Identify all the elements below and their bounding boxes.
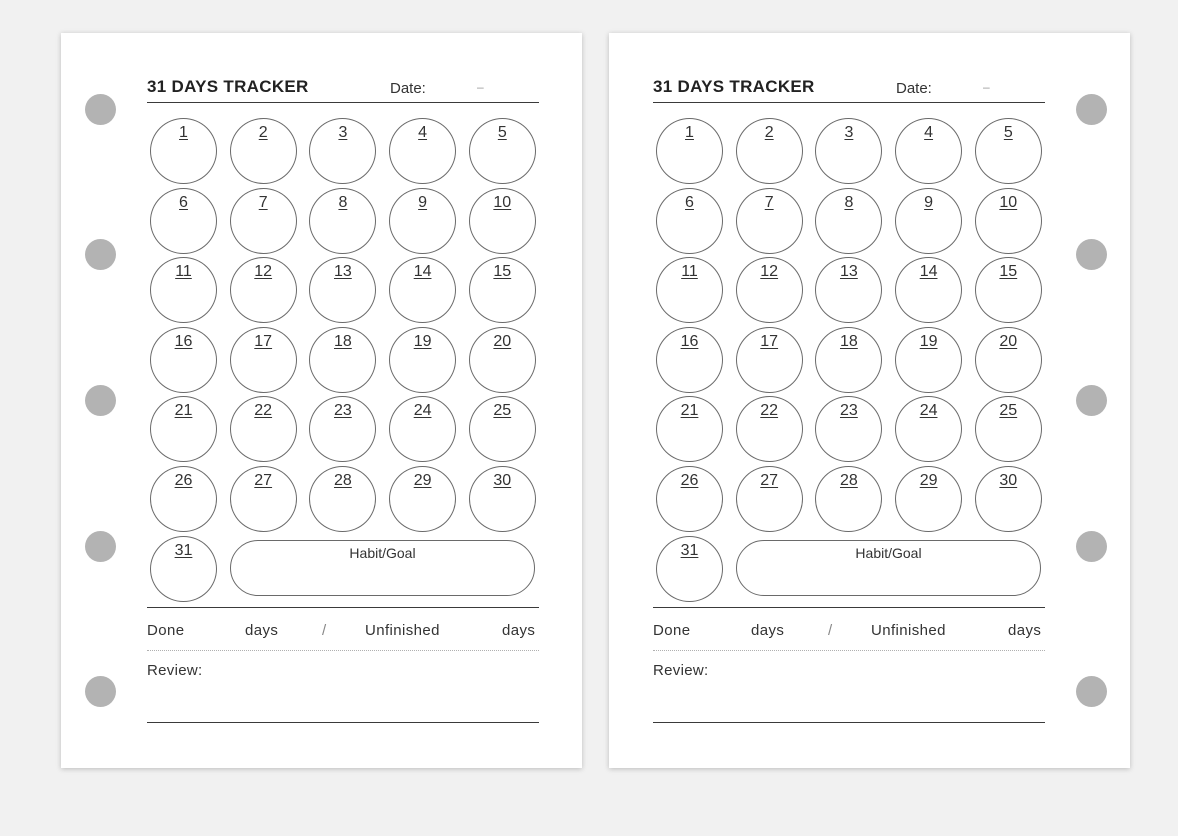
day-number-text: 16 [680, 332, 699, 350]
tracker-page-right [609, 33, 1130, 768]
day-number-text: 25 [493, 402, 512, 420]
day-number [151, 124, 216, 142]
review-area[interactable] [653, 651, 1045, 723]
day-circle[interactable] [736, 188, 803, 254]
separator: / [828, 622, 833, 639]
day-number [976, 263, 1041, 281]
day-number-text: 9 [418, 193, 428, 211]
day-number-text: 30 [999, 472, 1018, 489]
tracker-content [147, 77, 539, 723]
day-circle[interactable] [309, 327, 376, 393]
day-number-text: 28 [839, 472, 858, 489]
day-circle[interactable] [230, 257, 297, 323]
day-number-text: 2 [258, 124, 268, 141]
punch-hole [85, 94, 116, 125]
day-number [737, 333, 802, 351]
day-number [310, 124, 375, 142]
day-circle[interactable] [150, 536, 217, 602]
day-number [816, 194, 881, 212]
day-circle[interactable] [469, 188, 536, 254]
day-circle[interactable] [230, 466, 297, 532]
day-number [231, 333, 296, 351]
day-number-text: 21 [680, 402, 699, 420]
day-number [231, 472, 296, 490]
day-number-text: 14 [413, 263, 432, 281]
day-number-text: 6 [179, 193, 188, 211]
day-number-text: 21 [174, 402, 193, 420]
punch-hole [85, 239, 116, 270]
day-circle[interactable] [815, 257, 882, 323]
day-number [896, 194, 961, 212]
day-number [310, 472, 375, 490]
day-number [737, 263, 802, 281]
day-circle[interactable] [389, 466, 456, 532]
day-number-text: 2 [764, 124, 774, 141]
day-number-text: 6 [685, 193, 694, 211]
day-circle[interactable] [815, 396, 882, 462]
day-number-text: 23 [839, 402, 858, 420]
day-number [390, 263, 455, 281]
day-circle[interactable] [975, 188, 1042, 254]
day-number [470, 333, 535, 351]
day-number [737, 194, 802, 212]
day-circle[interactable] [389, 396, 456, 462]
day-number [470, 402, 535, 420]
day-circle[interactable] [389, 118, 456, 184]
day-number-text: 31 [680, 541, 699, 559]
day-number [976, 402, 1041, 420]
tracker-header [147, 77, 539, 103]
day-number-text: 12 [760, 263, 779, 281]
unfinished-days-label: days [1008, 622, 1042, 639]
day-number-text: 3 [338, 124, 348, 141]
punch-hole [85, 385, 116, 416]
day-number [657, 194, 722, 212]
day-number-text: 14 [919, 263, 938, 281]
day-number-text: 8 [338, 193, 348, 211]
page-title: 31 DAYS TRACKER [653, 77, 815, 96]
day-number [470, 124, 535, 142]
day-circle[interactable] [469, 466, 536, 532]
day-number [231, 194, 296, 212]
day-number [816, 263, 881, 281]
day-circle[interactable] [389, 257, 456, 323]
day-circle[interactable] [469, 118, 536, 184]
habit-goal-box[interactable] [736, 540, 1041, 596]
day-number [151, 263, 216, 281]
day-grid [653, 103, 1045, 601]
day-number-text: 4 [924, 124, 934, 141]
day-circle[interactable] [230, 396, 297, 462]
day-number-text: 18 [839, 332, 858, 350]
day-number-text: 22 [760, 402, 779, 420]
review-label: Review: [653, 662, 709, 679]
day-number [737, 402, 802, 420]
day-circle[interactable] [656, 118, 723, 184]
day-number-text: 30 [493, 472, 512, 489]
day-number [151, 194, 216, 212]
review-area[interactable] [147, 651, 539, 723]
date-field[interactable]: – [477, 80, 484, 94]
unfinished-days-label: days [502, 622, 536, 639]
day-circle[interactable] [895, 188, 962, 254]
day-circle[interactable] [230, 327, 297, 393]
day-number [470, 194, 535, 212]
date-label: Date: [390, 80, 426, 97]
date-field[interactable]: – [983, 80, 990, 94]
day-number-text: 13 [839, 263, 858, 281]
day-number-text: 20 [999, 332, 1018, 350]
day-circle[interactable] [389, 327, 456, 393]
day-number [896, 402, 961, 420]
done-label: Done [653, 622, 691, 639]
tracker-page-left [61, 33, 582, 768]
day-number-text: 26 [174, 472, 193, 489]
day-circle[interactable] [975, 118, 1042, 184]
day-circle[interactable] [815, 188, 882, 254]
day-number-text: 27 [254, 472, 273, 489]
unfinished-label: Unfinished [365, 622, 440, 639]
day-number-text: 7 [764, 193, 774, 211]
habit-goal-label: Habit/Goal [349, 545, 416, 561]
day-number-text: 10 [493, 193, 512, 211]
day-circle[interactable] [656, 466, 723, 532]
day-number [657, 124, 722, 142]
day-number-text: 5 [1003, 124, 1013, 141]
day-number [737, 472, 802, 490]
day-grid [147, 103, 539, 601]
day-circle[interactable] [150, 396, 217, 462]
day-circle[interactable] [815, 466, 882, 532]
day-circle[interactable] [736, 118, 803, 184]
day-circle[interactable] [736, 257, 803, 323]
day-number-text: 7 [258, 193, 268, 211]
day-number [151, 472, 216, 490]
day-number [390, 472, 455, 490]
punch-hole [1076, 94, 1107, 125]
day-circle[interactable] [150, 466, 217, 532]
day-number-text: 11 [681, 263, 698, 281]
done-summary-row [653, 608, 1045, 651]
day-number-text: 9 [924, 193, 934, 211]
day-circle[interactable] [309, 118, 376, 184]
day-number [976, 124, 1041, 142]
day-circle[interactable] [815, 327, 882, 393]
day-number [310, 194, 375, 212]
day-number-text: 27 [760, 472, 779, 489]
day-number-text: 18 [333, 332, 352, 350]
day-number [657, 542, 722, 560]
day-number [231, 124, 296, 142]
day-circle[interactable] [895, 466, 962, 532]
day-number [231, 402, 296, 420]
day-number-text: 15 [493, 263, 512, 281]
day-number-text: 26 [680, 472, 699, 489]
day-circle[interactable] [150, 327, 217, 393]
day-number [390, 333, 455, 351]
day-number [310, 333, 375, 351]
unfinished-label: Unfinished [871, 622, 946, 639]
day-number [657, 472, 722, 490]
punch-hole [85, 531, 116, 562]
day-number-text: 8 [844, 193, 854, 211]
day-circle[interactable] [736, 396, 803, 462]
day-circle[interactable] [230, 188, 297, 254]
day-number [976, 472, 1041, 490]
day-number [310, 263, 375, 281]
day-number-text: 29 [413, 472, 432, 489]
day-circle[interactable] [469, 396, 536, 462]
day-number [737, 124, 802, 142]
day-number-text: 24 [919, 402, 938, 420]
day-number [896, 124, 961, 142]
day-number [151, 402, 216, 420]
day-circle[interactable] [895, 257, 962, 323]
punch-hole [1076, 239, 1107, 270]
day-circle[interactable] [815, 118, 882, 184]
done-label: Done [147, 622, 185, 639]
day-number [896, 472, 961, 490]
day-number-text: 15 [999, 263, 1018, 281]
day-circle[interactable] [895, 396, 962, 462]
day-number [896, 263, 961, 281]
done-days-label: days [751, 622, 785, 639]
day-circle[interactable] [736, 327, 803, 393]
day-number-text: 19 [919, 332, 938, 350]
punch-hole [1076, 676, 1107, 707]
date-label: Date: [896, 80, 932, 97]
day-circle[interactable] [309, 188, 376, 254]
day-circle[interactable] [975, 327, 1042, 393]
day-circle[interactable] [389, 188, 456, 254]
day-number-text: 23 [333, 402, 352, 420]
day-number-text: 10 [999, 193, 1018, 211]
day-circle[interactable] [656, 257, 723, 323]
day-number [816, 472, 881, 490]
day-number-text: 31 [174, 541, 193, 559]
day-number-text: 5 [497, 124, 507, 141]
day-number [657, 263, 722, 281]
day-number [390, 194, 455, 212]
day-circle[interactable] [150, 257, 217, 323]
habit-goal-label: Habit/Goal [855, 545, 922, 561]
done-summary-row [147, 608, 539, 651]
day-number [231, 263, 296, 281]
day-number [976, 194, 1041, 212]
day-number [657, 333, 722, 351]
day-number-text: 29 [919, 472, 938, 489]
day-number-text: 19 [413, 332, 432, 350]
day-number-text: 16 [174, 332, 193, 350]
day-number-text: 17 [254, 332, 273, 350]
day-number [151, 333, 216, 351]
day-number [390, 124, 455, 142]
review-label: Review: [147, 662, 203, 679]
punch-hole [1076, 531, 1107, 562]
day-circle[interactable] [309, 396, 376, 462]
day-number [976, 333, 1041, 351]
day-number-text: 1 [179, 124, 188, 141]
day-circle[interactable] [656, 396, 723, 462]
day-number [816, 333, 881, 351]
day-circle[interactable] [975, 466, 1042, 532]
day-circle[interactable] [309, 466, 376, 532]
day-number-text: 13 [333, 263, 352, 281]
day-circle[interactable] [656, 536, 723, 602]
day-number [310, 402, 375, 420]
day-number-text: 20 [493, 332, 512, 350]
day-number [896, 333, 961, 351]
separator: / [322, 622, 327, 639]
day-circle[interactable] [230, 118, 297, 184]
habit-goal-box[interactable] [230, 540, 535, 596]
punch-hole [1076, 385, 1107, 416]
day-number [816, 402, 881, 420]
day-number [657, 402, 722, 420]
day-number-text: 1 [685, 124, 694, 141]
day-number-text: 28 [333, 472, 352, 489]
day-circle[interactable] [469, 257, 536, 323]
page-title: 31 DAYS TRACKER [147, 77, 309, 96]
tracker-content [653, 77, 1045, 723]
day-number [151, 542, 216, 560]
day-number [816, 124, 881, 142]
day-number [470, 472, 535, 490]
day-number-text: 22 [254, 402, 273, 420]
day-number-text: 24 [413, 402, 432, 420]
tracker-header [653, 77, 1045, 103]
day-circle[interactable] [469, 327, 536, 393]
day-number-text: 17 [760, 332, 779, 350]
day-circle[interactable] [656, 327, 723, 393]
day-number-text: 4 [418, 124, 428, 141]
day-number-text: 12 [254, 263, 273, 281]
day-circle[interactable] [150, 118, 217, 184]
day-circle[interactable] [656, 188, 723, 254]
day-number-text: 3 [844, 124, 854, 141]
day-circle[interactable] [309, 257, 376, 323]
day-circle[interactable] [736, 466, 803, 532]
day-circle[interactable] [150, 188, 217, 254]
day-circle[interactable] [975, 396, 1042, 462]
day-number-text: 11 [175, 263, 192, 281]
punch-hole [85, 676, 116, 707]
done-days-label: days [245, 622, 279, 639]
day-circle[interactable] [895, 327, 962, 393]
day-circle[interactable] [895, 118, 962, 184]
day-number-text: 25 [999, 402, 1018, 420]
day-number [470, 263, 535, 281]
day-circle[interactable] [975, 257, 1042, 323]
day-number [390, 402, 455, 420]
